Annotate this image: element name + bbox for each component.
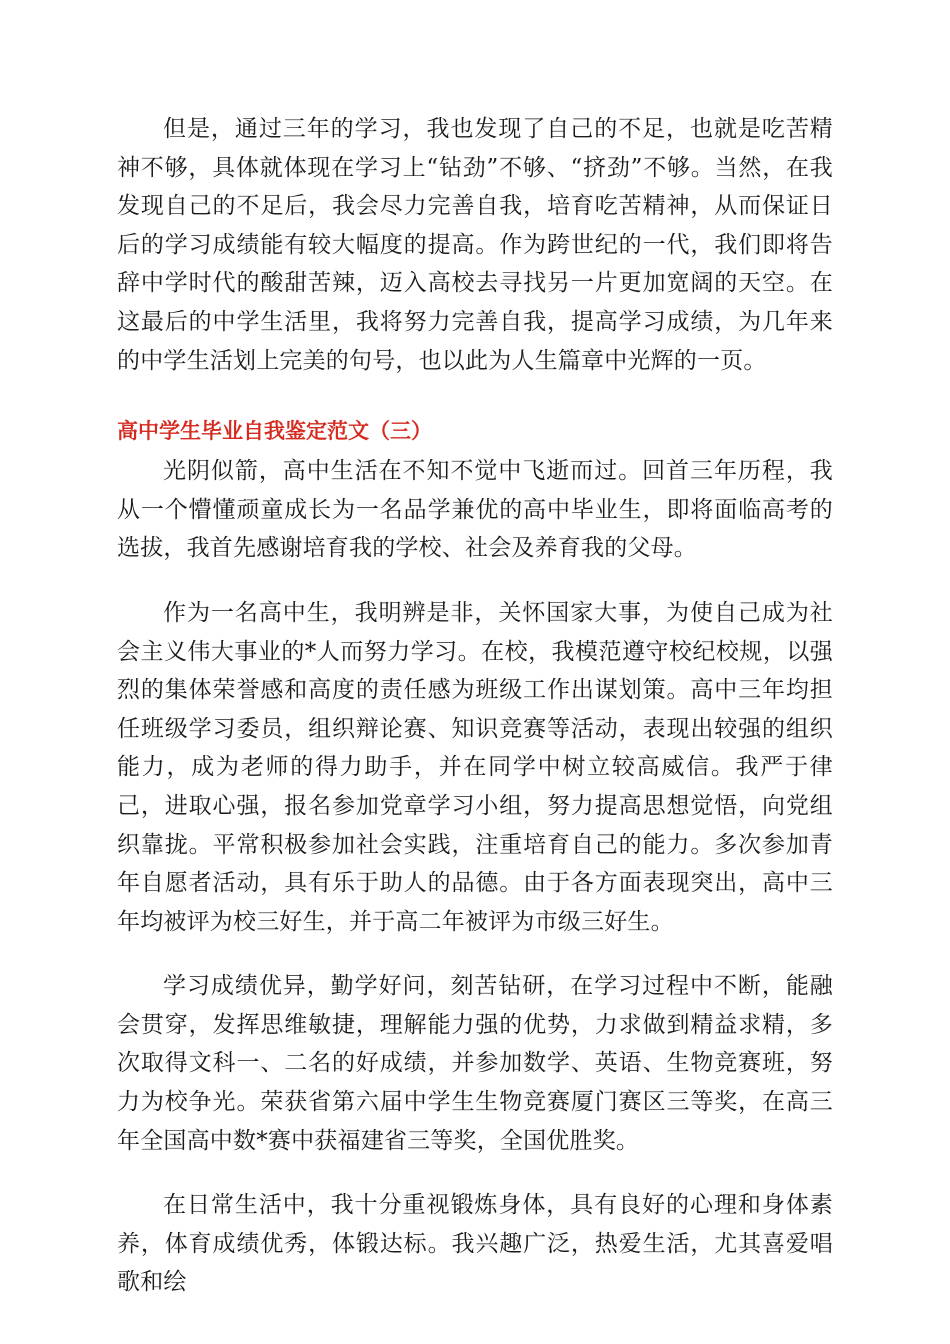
paragraph-text: 但是，通过三年的学习，我也发现了自己的不足，也就是吃苦精神不够，具体就体现在学习上“钻劲”不够、“挤劲”不够。当然，在我发现自己的不足后，我会尽力完善自我，培育吃苦精神，从而保证日后的学习成绩能有较大幅度的提高。作为跨世纪的一代，我们即将告辞中学时代的酸甜苦辣，迈入高校去寻找另一片更加宽阔的天空。在这最后的中学生活里，我将努力完善自我，提高学习成绩，为几年来的中学生活划上完美的句号，也以此为人生篇章中光辉的一页。 bbox=[117, 116, 833, 374]
paragraph-text: 在日常生活中，我十分重视锻炼身体，具有良好的心理和身体素养，体育成绩优秀，体锻达标。我兴趣广泛，热爱生活，尤其喜爱唱歌和绘 bbox=[117, 1192, 833, 1296]
paragraph-text: 光阴似箭，高中生活在不知不觉中飞逝而过。回首三年历程，我从一个懵懂顽童成长为一名品学兼优的高中毕业生，即将面临高考的选拔，我首先感谢培育我的学校、社会及养育我的父母。 bbox=[117, 458, 833, 562]
section-heading: 高中学生毕业自我鉴定范文（三） bbox=[117, 419, 432, 444]
paragraph-text: 学习成绩优异，勤学好问，刻苦钻研，在学习过程中不断，能融会贯穿，发挥思维敏捷，理解能力强的优势，力求做到精益求精，多次取得文科一、二名的好成绩，并参加数学、英语、生物竞赛班，努力为校争光。荣获省第六届中学生生物竞赛厦门赛区三等奖，在高三年全国高中数*赛中获福建省三等奖，全国优胜奖。 bbox=[117, 973, 833, 1154]
document-page bbox=[117, 110, 833, 1302]
paragraph-text: 作为一名高中生，我明辨是非，关怀国家大事，为使自己成为社会主义伟大事业的*人而努力学习。在校，我模范遵守校纪校规，以强烈的集体荣誉感和高度的责任感为班级工作出谋划策。高中三年均担任班级学习委员，组织辩论赛、知识竞赛等活动，表现出较强的组织能力，成为老师的得力助手，并在同学中树立较高威信。我严于律己，进取心强，报名参加党章学习小组，努力提高思想觉悟，向党组织靠拢。平常积极参加社会实践，注重培育自己的能力。多次参加青年自愿者活动，具有乐于助人的品德。由于各方面表现突出，高中三年均被评为校三好生，并于高二年被评为市级三好生。 bbox=[117, 599, 833, 935]
